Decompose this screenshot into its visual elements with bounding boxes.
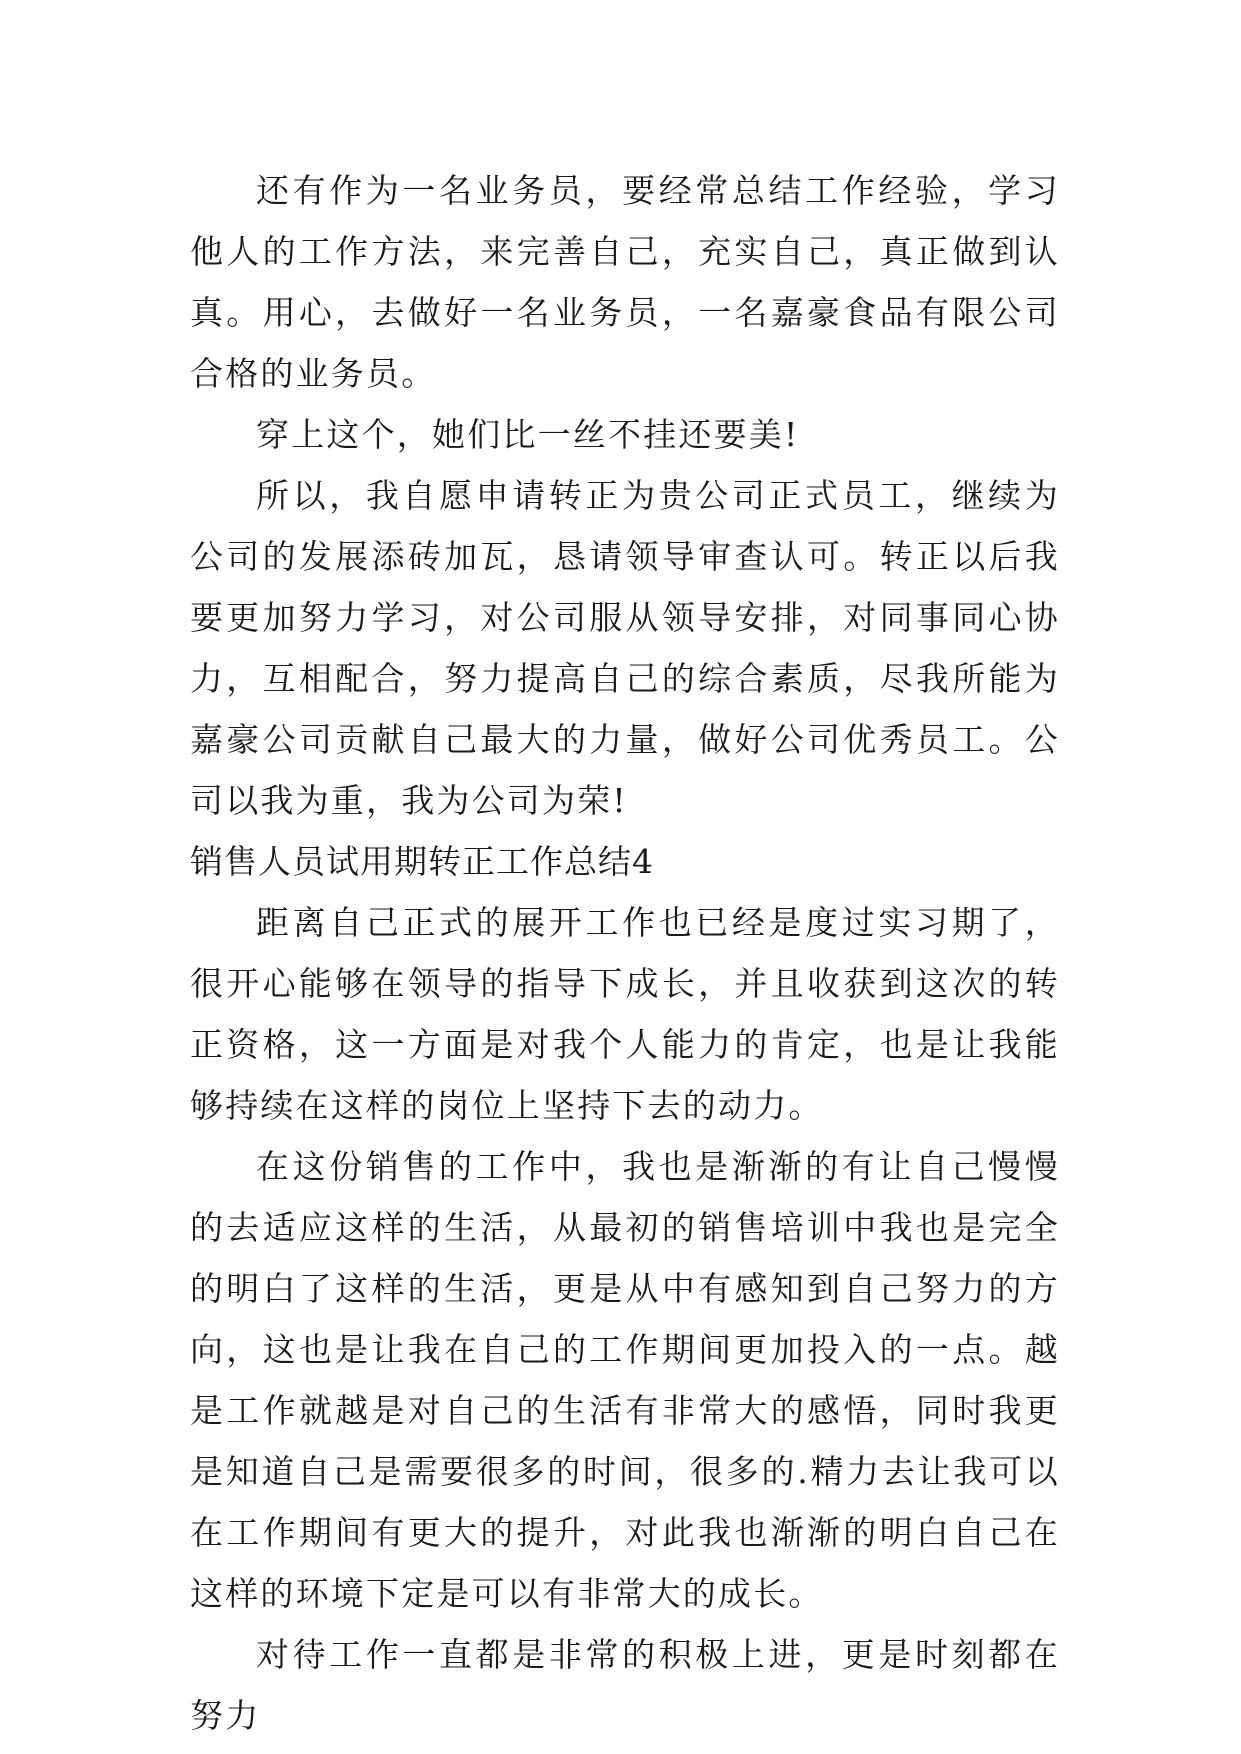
paragraph-4: 距离自己正式的展开工作也已经是度过实习期了，很开心能够在领导的指导下成长，并且收获到这次的转正资格，这一方面是对我个人能力的肯定，也是让我能够持续在这样的岗位上坚持下去的动力。 <box>190 903 1060 1125</box>
paragraph-6: 对待工作一直都是非常的积极上进，更是时刻都在努力 <box>190 1635 1060 1735</box>
paragraph-1: 还有作为一名业务员，要经常总结工作经验，学习他人的工作方法，来完善自己，充实自己，真正做到认真。用心，去做好一名业务员，一名嘉豪食品有限公司合格的业务员。 <box>190 171 1060 393</box>
section-heading: 销售人员试用期转正工作总结4 <box>190 842 654 881</box>
paragraph-5: 在这份销售的工作中，我也是渐渐的有让自己慢慢的去适应这样的生活，从最初的销售培训中我也是完全的明白了这样的生活，更是从中有感知到自己努力的方向，这也是让我在自己的工作期间更加投入的一点。越是工作就越是对自己的生活有非常大的感悟，同时我更是知道自己是需要很多的时间，很多的.精力去让我可以在工作期间有更大的提升，对此我也渐渐的明白自己在这样的环境下定是可以有非常大的成长。 <box>190 1147 1060 1613</box>
paragraph-2: 穿上这个，她们比一丝不挂还要美! <box>256 415 800 454</box>
paragraph-3: 所以，我自愿申请转正为贵公司正式员工，继续为公司的发展添砖加瓦，恳请领导审查认可。转正以后我要更加努力学习，对公司服从领导安排，对同事同心协力，互相配合，努力提高自己的综合素质，尽我所能为嘉豪公司贡献自己最大的力量，做好公司优秀员工。公司以我为重，我为公司为荣! <box>190 476 1060 820</box>
document-body <box>190 160 1060 1746</box>
